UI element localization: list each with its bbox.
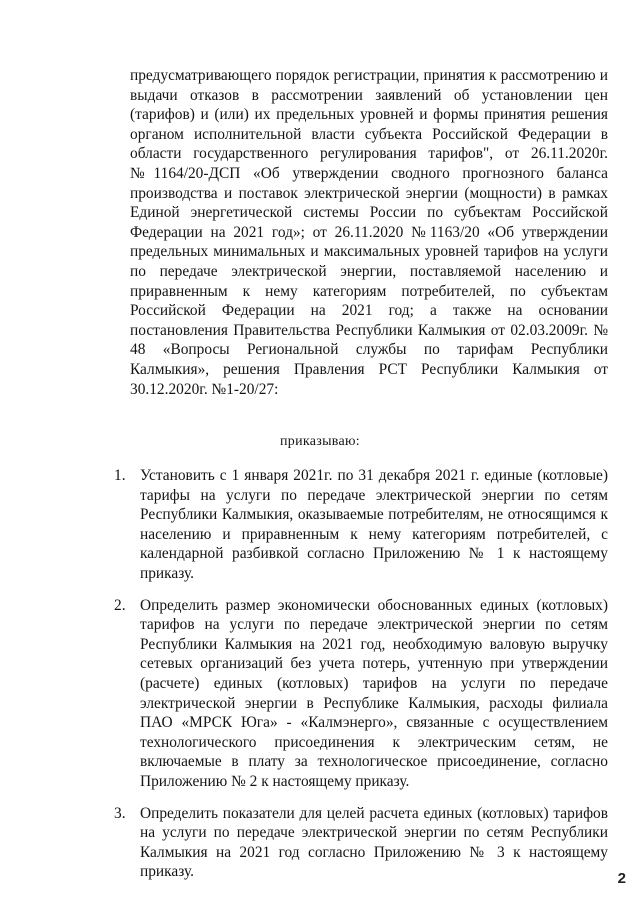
order-item-number: 2. — [114, 596, 126, 614]
order-item-number: 3. — [114, 804, 126, 822]
order-item-3 — [108, 804, 608, 882]
order-item-number: 1. — [114, 467, 126, 484]
order-item-text: Определить показатели для целей расчета единых (котловых) тарифов на услуги по передаче электрической энергии по сетям Республики Калмыкия на 2021 год согласно Приложению № 3 к настоящему приказу. — [140, 804, 608, 881]
order-item-1 — [108, 466, 608, 584]
order-word: приказываю: — [279, 434, 360, 449]
page-number: 2 — [617, 870, 626, 887]
order-items-list — [108, 466, 608, 894]
order-item-2 — [108, 596, 608, 792]
order-item-text: Определить размер экономически обоснованных единых (котловых) тарифов на услуги по передаче электрической энергии по сетям Республики Калмыкия на 2021 год, необходимую валовую выручку сетевых организаций без учета потерь, учтенную при утверждении (расчете) единых (котловых) тарифов на услуги по передаче электрической энергии в Республике Калмыкия, расходы филиала ПАО «МРСК Юга» - «Калмэнерго», связанные с осуществлением технологического присоединения к электрическим сетям, не включаемые в плату за технологическое присоединение, согласно Приложению № 2 к настоящему приказу. — [140, 596, 608, 790]
intro-paragraph: предусматривающего порядок регистрации, принятия к рассмотрению и выдачи отказов в рассмотрении заявлений об установлении цен (тарифов) и (или) их предельных уровней и формы принятия решения органом исполнительной власти субъекта Российской Федерации в области государственного регулирования тарифов", от 26.11.2020г. №1164/20-ДСП «Об утверждении сводного прогнозного баланса производства и поставок электрической энергии (мощности) в рамках Единой энергетической системы России по субъектам Российской Федерации на 2021 год»; от 26.11.2020 №1163/20 «Об утверждении предельных минимальных и максимальных уровней тарифов на услуги по передаче электрической энергии, поставляемой населению и приравненным к нему категориям потребителей, по субъектам Российской Федерации на 2021 год; а также на основании постановления Правительства Республики Калмыкия от 02.03.2009г. № 48 «Вопросы Региональной службы по тарифам Республики Калмыкия», решения Правления РСТ Республики Калмыкия от 30.12.2020г. №1-20/27: — [130, 67, 608, 398]
order-item-text: Установить с 1 января 2021г. по 31 декабря 2021 г. единые (котловые) тарифы на услуги по передаче электрической энергии по сетям Республики Калмыкия, оказываемые потребителям, не относящимся к населению и приравненным к нему категориям потребителей, с календарной разбивкой согласно Приложению № 1 к настоящему приказу. — [140, 467, 608, 582]
